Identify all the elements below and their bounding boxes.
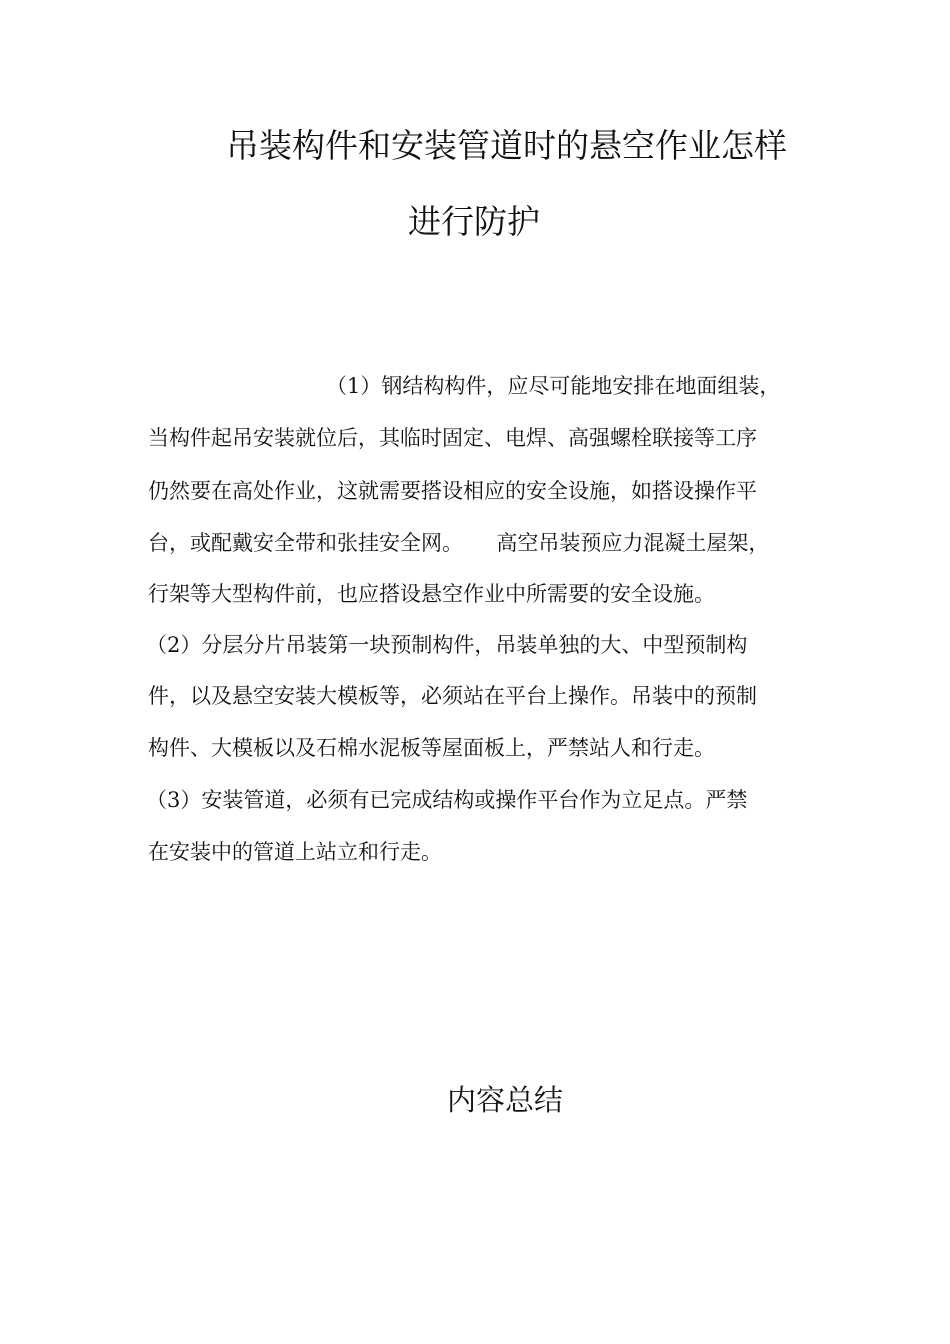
body-text-line: （3）安装管道，必须有已完成结构或操作平台作为立足点。严禁 (146, 788, 748, 812)
summary-heading: 内容总结 (447, 1083, 564, 1117)
body-text-line: 行架等大型构件前，也应搭设悬空作业中所需要的安全设施。 (148, 582, 715, 606)
body-text-line: 在安装中的管道上站立和行走。 (148, 840, 442, 864)
body-text-line: （1）钢结构构件，应尽可能地安排在地面组装， (326, 374, 781, 398)
body-text-line: （2）分层分片吊装第一块预制构件，吊装单独的大、中型预制构 (146, 633, 748, 657)
body-text-line: 构件、大模板以及石棉水泥板等屋面板上，严禁站人和行走。 (148, 736, 715, 760)
body-text-line: 台，或配戴安全带和张挂安全网。 高空吊装预应力混凝土屋架， (148, 531, 770, 555)
document-title-line-2: 进行防护 (408, 202, 540, 241)
body-text-line: 仍然要在高处作业，这就需要搭设相应的安全设施，如搭设操作平 (148, 479, 757, 503)
body-text-line: 当构件起吊安装就位后，其临时固定、电焊、高强螺栓联接等工序 (148, 426, 757, 450)
document-title-line-1: 吊装构件和安装管道时的悬空作业怎样 (226, 126, 787, 165)
body-text-line: 件，以及悬空安装大模板等，必须站在平台上操作。吊装中的预制 (148, 684, 757, 708)
